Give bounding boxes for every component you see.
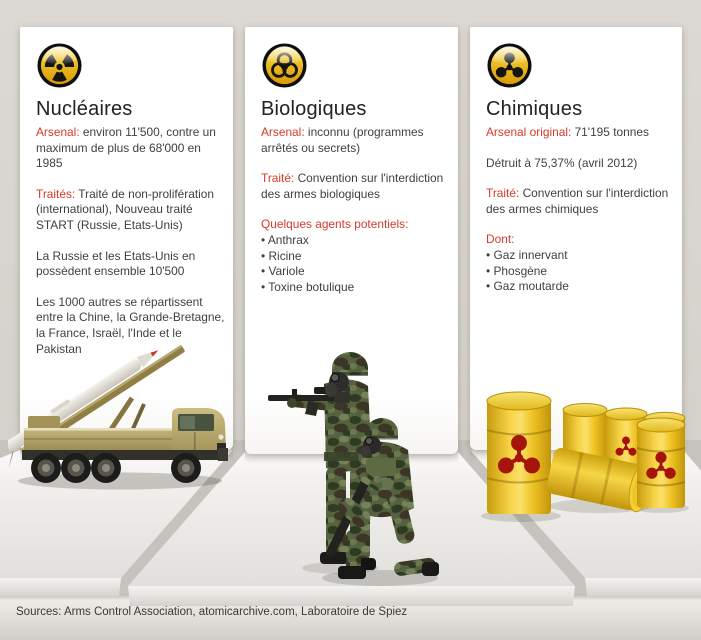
paragraph-traite: Traité: Convention sur l'interdiction des armes biologiques — [261, 171, 444, 201]
card-title-nuclear: Nucléaires — [36, 98, 133, 120]
radiation-icon — [36, 42, 228, 89]
bullet-item: • Toxine botulique — [261, 280, 453, 296]
label-traite: Traité: — [486, 186, 520, 201]
bullet-item: • Phosgène — [486, 264, 677, 280]
barrel-front-right — [637, 418, 685, 508]
list-heading-agents: Quelques agents potentiels: — [261, 217, 409, 232]
paragraph-russie-usa: La Russie et les Etats-Unis en possèdent ensemble 10'500 — [36, 248, 196, 279]
biohazard-icon — [261, 42, 453, 89]
paragraph-arsenal: Arsenal: environ 11'500, contre un maximum de plus de 68'000 en 1985 — [36, 125, 216, 171]
barrels-image — [477, 386, 689, 532]
barrel-front-left — [487, 392, 551, 514]
bullet-item: • Variole — [261, 264, 453, 280]
sources-text: Sources: Arms Control Association, atomicarchive.com, Laboratoire de Spiez — [16, 606, 408, 618]
paragraph-arsenal-original: Arsenal original: 71'195 tonnes — [486, 125, 649, 139]
bullet-item: • Ricine — [261, 249, 453, 265]
label-arsenal: Arsenal: — [36, 125, 80, 139]
paragraph-traites: Traités: Traité de non-prolifération (international), Nouveau traité START (Russie, Etats-Unis) — [36, 186, 215, 232]
card-title-chemical: Chimiques — [486, 98, 583, 120]
footer — [16, 606, 407, 618]
bullet-item: • Anthrax — [261, 233, 453, 249]
paragraph-arsenal: Arsenal: inconnu (programmes arrêtés ou secrets) — [261, 125, 424, 155]
paragraph-traite: Traité: Convention sur l'interdiction des armes chimiques — [486, 186, 669, 216]
card-title-biological: Biologiques — [261, 98, 367, 120]
bullet-item: • Gaz innervant — [486, 248, 677, 264]
label-traites: Traités: — [36, 186, 76, 201]
paragraph-detruit: Détruit à 75,37% (avril 2012) — [486, 155, 638, 170]
soldiers-image — [262, 326, 442, 588]
paragraph-autres: Les 1000 autres se répartissent entre la Chine, la Grande-Bretagne, la France, Israël, l'Inde et le Pakistan — [36, 294, 225, 356]
list-heading-dont: Dont: — [486, 232, 515, 247]
bullet-item: • Gaz moutarde — [486, 279, 677, 295]
missile-truck-image — [8, 340, 236, 492]
chemical-weapon-icon — [486, 42, 677, 89]
label-arsenal: Arsenal: — [261, 125, 305, 139]
label-traite: Traité: — [261, 171, 295, 186]
label-arsenal-original: Arsenal original: — [486, 125, 572, 139]
